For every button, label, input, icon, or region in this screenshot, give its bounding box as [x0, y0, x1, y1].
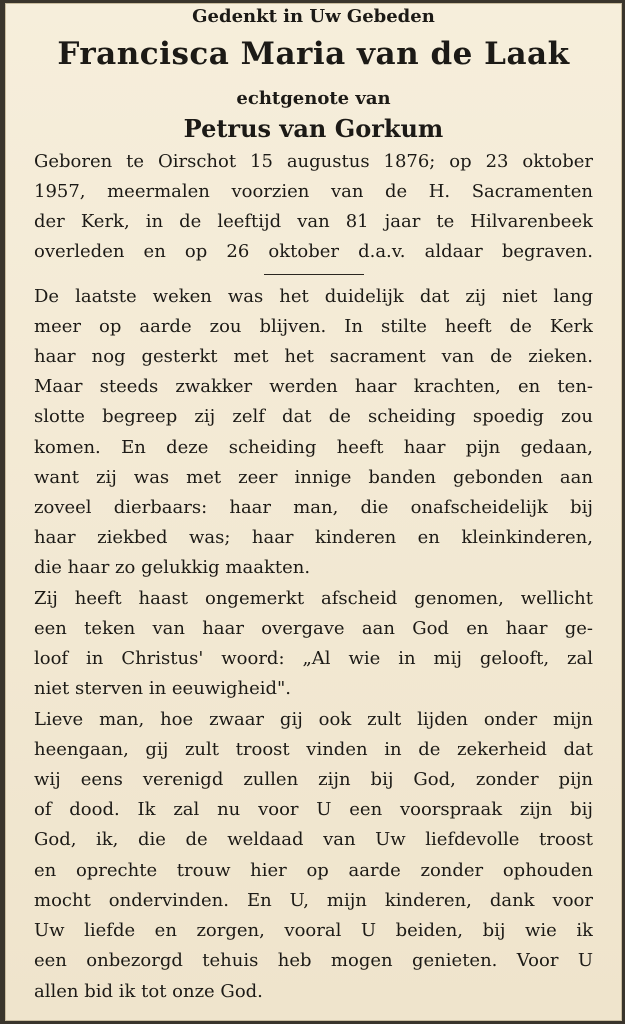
card-opening: Gedenkt in Uw Gebeden	[192, 6, 435, 27]
text-line: komen. En deze scheiding heeft haar pijn gedaan,	[34, 437, 593, 458]
text-line: wij eens verenigd zullen zijn bij God, zonder pijn	[34, 769, 593, 790]
text-line: heengaan, gij zult troost vinden in de zekerheid dat	[34, 739, 593, 760]
text-line: Lieve man, hoe zwaar gij ook zult lijden onder mijn	[34, 709, 593, 730]
biography-line: der Kerk, in de leeftijd van 81 jaar te Hilvarenbeek	[34, 211, 593, 232]
spouse-name: Petrus van Gorkum	[183, 114, 444, 143]
text-line: loof in Christus' woord: „Al wie in mij gelooft, zal	[34, 648, 593, 669]
memorial-card	[5, 3, 622, 1021]
text-line: slotte begreep zij zelf dat de scheiding spoedig zou	[34, 406, 593, 427]
biography-line: Geboren te Oirschot 15 augustus 1876; op 23 oktober	[34, 151, 593, 172]
text-line: haar nog gesterkt met het sacrament van de zieken.	[34, 346, 593, 367]
text-line: niet sterven in eeuwigheid".	[34, 678, 292, 699]
text-line: Maar steeds zwakker werden haar krachten, en ten-	[34, 376, 593, 397]
text-line: die haar zo gelukkig maakten.	[34, 557, 311, 578]
text-line: mocht ondervinden. En U, mijn kinderen, dank voor	[34, 890, 593, 911]
text-line: allen bid ik tot onze God.	[34, 981, 263, 1002]
text-line: zoveel dierbaars: haar man, die onafscheidelijk bij	[34, 497, 593, 518]
section-divider	[264, 274, 364, 275]
text-line: een teken van haar overgave aan God en haar ge-	[34, 618, 593, 639]
memorial-text	[34, 282, 593, 1007]
text-line: Zij heeft haast ongemerkt afscheid genomen, wellicht	[34, 588, 593, 609]
deceased-name: Francisca Maria van de Laak	[57, 36, 570, 72]
biography	[34, 147, 593, 267]
relation-label: echtgenote van	[236, 88, 391, 109]
text-line: of dood. Ik zal nu voor U een voorspraak zijn bij	[34, 799, 593, 820]
text-line: en oprechte trouw hier op aarde zonder ophouden	[34, 860, 593, 881]
text-line: want zij was met zeer innige banden gebonden aan	[34, 467, 593, 488]
text-line: een onbezorgd tehuis heb mogen genieten. Voor U	[34, 950, 593, 971]
text-line: God, ik, die de weldaad van Uw liefdevolle troost	[34, 829, 593, 850]
text-line: meer op aarde zou blijven. In stilte heeft de Kerk	[34, 316, 593, 337]
biography-line: overleden en op 26 oktober d.a.v. aldaar begraven.	[34, 241, 593, 262]
text-line: Uw liefde en zorgen, vooral U beiden, bij wie ik	[34, 920, 593, 941]
text-line: De laatste weken was het duidelijk dat zij niet lang	[34, 286, 593, 307]
text-line: haar ziekbed was; haar kinderen en kleinkinderen,	[34, 527, 593, 548]
biography-line: 1957, meermalen voorzien van de H. Sacramenten	[34, 181, 593, 202]
